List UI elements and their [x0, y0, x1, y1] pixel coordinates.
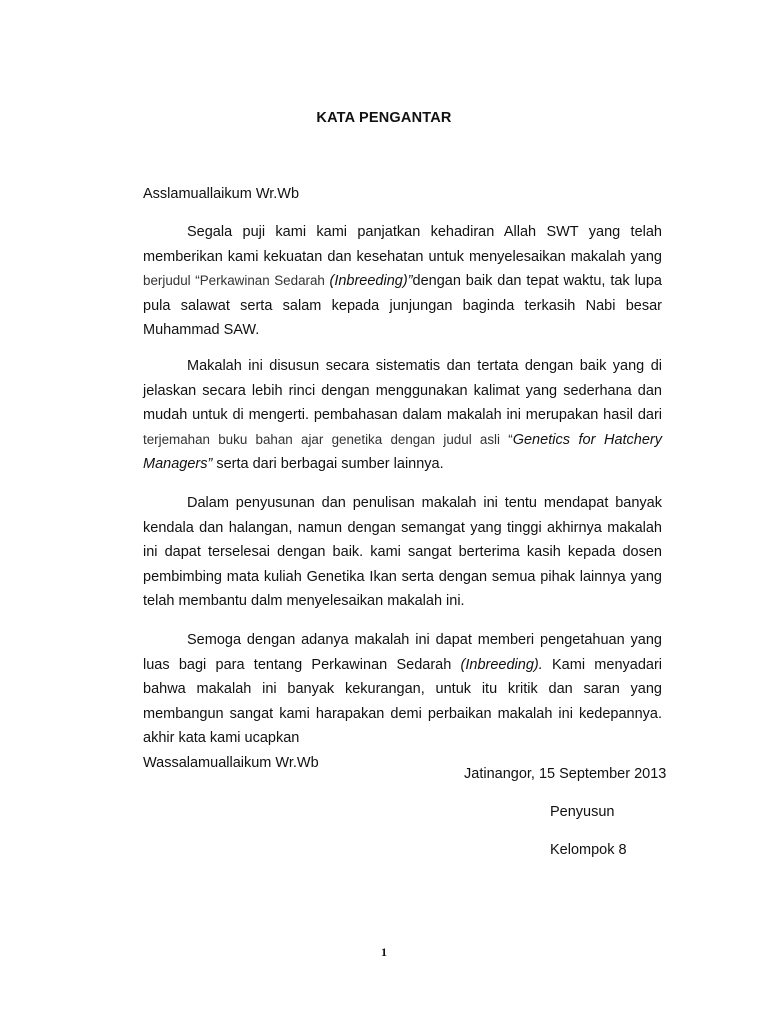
- author-name: Kelompok 8: [550, 842, 627, 858]
- paragraph-1-text-a: Segala puji kami kami panjatkan kehadiran Allah SWT yang telah memberikan kami kekuatan dan kesehatan untuk menyelesaikan makalah yang: [143, 224, 662, 265]
- page-title: KATA PENGANTAR: [316, 110, 452, 126]
- paragraph-2-italic-title: Genetics for Hatchery Managers”: [143, 431, 662, 472]
- paragraph-1: [143, 220, 662, 343]
- paragraph-1-text-d: dengan baik dan tepat waktu, tak lupa pula salawat serta salam kepada junjungan baginda terkasih Nabi besar Muhammad SAW.: [143, 273, 662, 338]
- paragraph-2-text-b: terjemahan buku bahan ajar genetika dengan judul asli “: [143, 431, 513, 447]
- greeting: Asslamuallaikum Wr.Wb: [143, 186, 300, 202]
- paragraph-1-text-b: berjudul “Perkawinan Sedarah: [143, 273, 330, 288]
- paragraph-1-italic-term: (Inbreeding)”: [329, 273, 413, 289]
- paragraph-4-text-c: Kami menyadari bahwa makalah ini banyak kekurangan, untuk itu kritik dan saran yang membangun sangat kami harapakan demi perbaikan makalah ini kedepannya. akhir kata kami ucapkan: [143, 656, 662, 746]
- page-number: 1: [381, 945, 387, 959]
- place-date: Jatinangor, 15 September 2013: [464, 766, 667, 782]
- paragraph-4-italic-term: (Inbreeding).: [460, 656, 543, 673]
- paragraph-2: [143, 354, 662, 477]
- closing-salutation: Wassalamuallaikum Wr.Wb: [143, 754, 319, 771]
- paragraph-3: Dalam penyusunan dan penulisan makalah ini tentu mendapat banyak kendala dan halangan, namun dengan semangat yang tinggi akhirnya makalah ini dapat terselesai dengan baik. kami sangat berterima kasih kepada dosen pembimbing mata kuliah Genetika Ikan serta dengan semua pihak lainnya yang telah membantu dalm menyelesaikan makalah ini.: [143, 495, 662, 609]
- author-role: Penyusun: [550, 804, 615, 820]
- paragraph-2-text-d: serta dari berbagai sumber lainnya.: [212, 456, 444, 472]
- paragraph-4: [143, 628, 662, 775]
- paragraph-2-text-a: Makalah ini disusun secara sistematis dan tertata dengan baik yang di jelaskan secara lebih rinci dengan menggunakan kalimat yang sederhana dan mudah untuk di mengerti. pembahasan dalam makalah ini merupakan hasil dari: [143, 358, 662, 423]
- paragraph-4-text-a: Semoga dengan adanya makalah ini dapat memberi pengetahuan yang luas bagi para tentang Perkawinan Sedarah: [143, 632, 662, 673]
